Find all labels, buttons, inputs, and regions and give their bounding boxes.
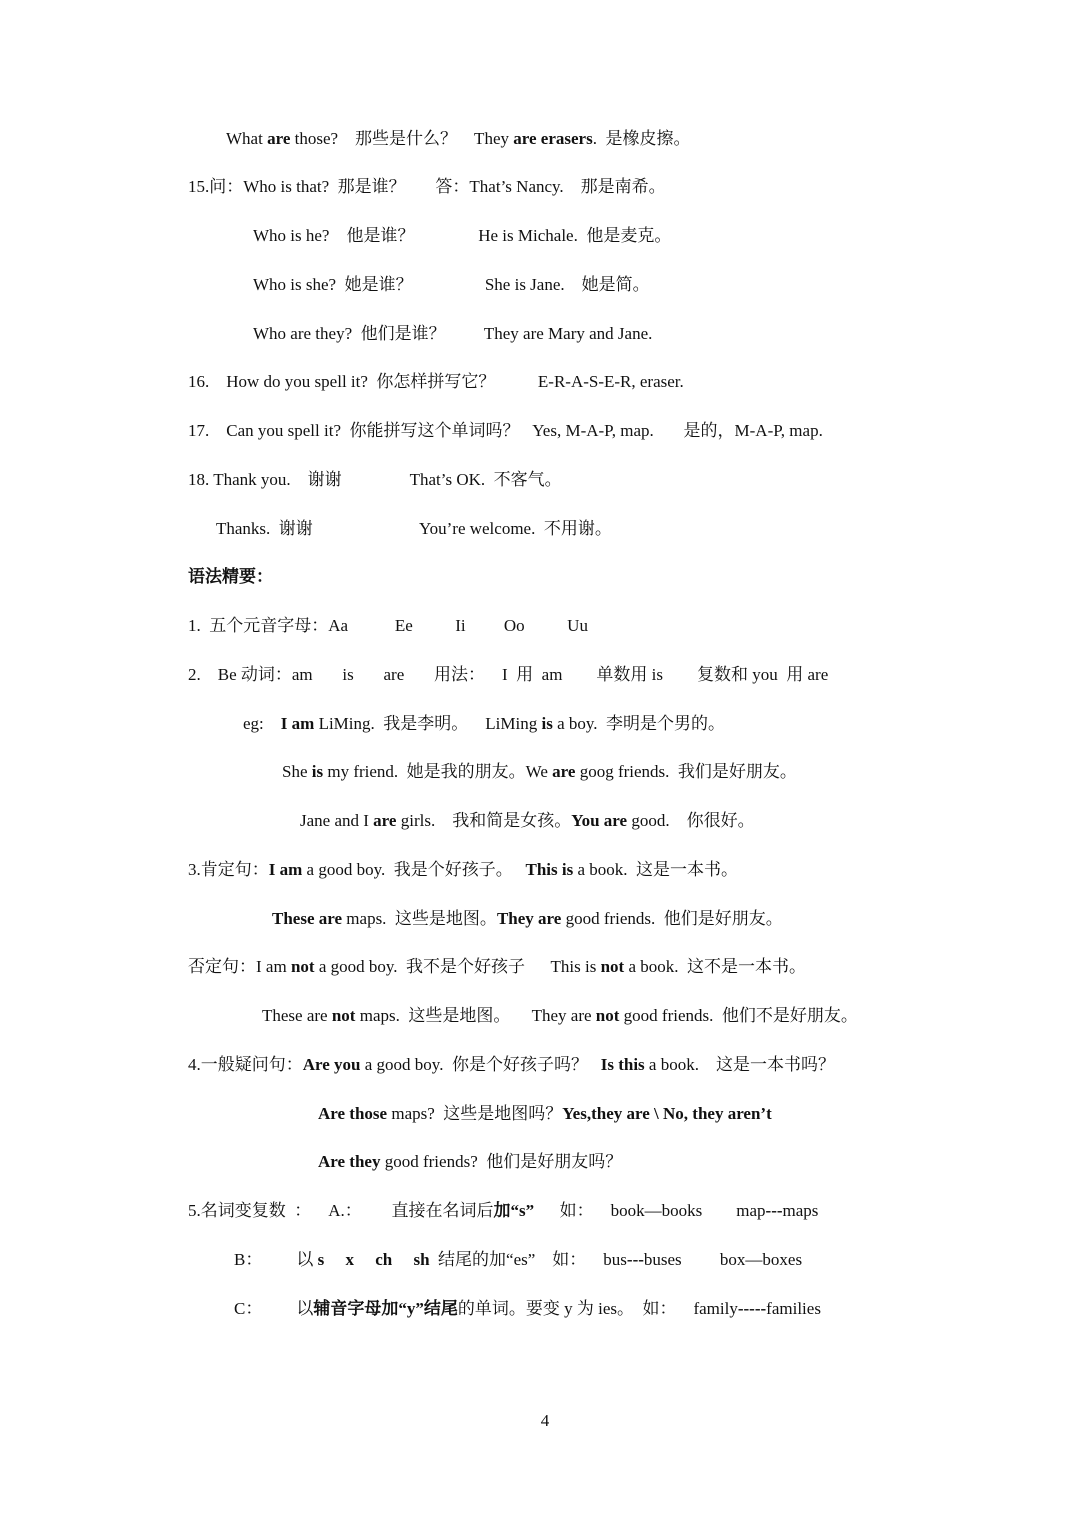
text-run: those? 那些是什么？ They <box>290 129 514 148</box>
bold-text-run: not <box>600 957 625 976</box>
line-5-plural-c <box>234 1298 821 1320</box>
line-1-vowels <box>188 615 588 637</box>
text-run: 1. 五个元音字母：Aa Ee Ii Oo Uu <box>188 616 588 635</box>
line-4-question <box>188 1054 835 1076</box>
text-run: What <box>226 129 268 148</box>
bold-text-run: are <box>513 129 537 148</box>
text-run: B： 以 <box>234 1250 318 1269</box>
text-run: my friend. 她是我的朋友。We <box>323 762 553 781</box>
text-run: 17. Can you spell it? 你能拼写这个单词吗？ Yes, M-A-P, map. 是的，M-A-P, map. <box>188 421 823 440</box>
text-run: a good boy. 我不是个好孩子 This is <box>314 957 601 976</box>
bold-text-run: Is this <box>600 1055 645 1074</box>
line-those-erasers <box>226 128 690 150</box>
grammar-heading <box>188 566 273 588</box>
text-run: buses box—boxes <box>643 1250 803 1269</box>
line-who-are-they <box>253 323 652 345</box>
text-run: good friends? 他们是好朋友吗？ <box>380 1152 623 1171</box>
text-run: maps. 这些是地图。 They are <box>355 1006 596 1025</box>
line-who-is-she <box>253 274 650 296</box>
bold-text-run: is <box>311 762 324 781</box>
text-run: 2. Be 动词：am is are 用法： I 用 am 单数用 is 复数和 you 用 are <box>188 665 829 684</box>
text-run: Who is he? 他是谁？ He is Michale. 他是麦克。 <box>253 226 672 245</box>
text-run: a good boy. 我是个好孩子。 <box>302 860 526 879</box>
text-run: C： 以 <box>234 1299 314 1318</box>
page-number: 4 <box>540 1411 550 1430</box>
bold-text-run: are <box>267 129 291 148</box>
text-run: Who is she? 她是谁？ She is Jane. 她是简。 <box>253 275 650 294</box>
text-run: 结尾的加“es” 如： bus <box>429 1250 627 1269</box>
text-run: She <box>282 762 312 781</box>
text-run: maps? 这些是地图吗？ <box>387 1104 563 1123</box>
text-run: 5.名词变复数 ： A.： 直接在名词后 <box>188 1201 494 1220</box>
text-run: good friends. 他们不是好朋友。 <box>619 1006 858 1025</box>
line-jane-and-i <box>300 810 755 832</box>
bold-text-run: not <box>290 957 315 976</box>
text-run: These are <box>262 1006 332 1025</box>
text-run: good friends. 他们是好朋友。 <box>561 909 783 928</box>
text-run: a good boy. 你是个好孩子吗？ <box>360 1055 601 1074</box>
bold-text-run: 语法精要： <box>188 567 273 586</box>
bold-text-run: 加“s” <box>493 1201 535 1220</box>
line-2-be-verbs <box>188 664 828 686</box>
text-run: 3.肯定句： <box>188 860 269 879</box>
text-run: 16. How do you spell it? 你怎样拼写它？ E-R-A-S-E-R, eraser. <box>188 372 684 391</box>
bold-text-run: This is <box>525 860 574 879</box>
line-thanks <box>216 518 612 540</box>
text-run: a book. 这是一本书。 <box>573 860 739 879</box>
bold-text-run: are <box>552 762 576 781</box>
line-3-affirmative <box>188 859 738 881</box>
line-she-is-friend <box>282 761 797 783</box>
line-5-plural-a <box>188 1200 818 1222</box>
bold-text-run: is <box>541 714 553 733</box>
text-run: 15.问：Who is that? 那是谁？ 答：That’s Nancy. 那是南希。 <box>188 177 666 196</box>
text-run: . 是橡皮擦。 <box>592 129 691 148</box>
text-run: families <box>766 1299 821 1318</box>
line-18-thank-you <box>188 469 562 491</box>
bold-text-run: not <box>595 1006 620 1025</box>
line-eg-liming <box>243 713 725 735</box>
bold-text-run: They are <box>496 909 562 928</box>
bold-text-run: Yes,they are \ No, they aren’t <box>562 1104 772 1123</box>
line-16-spell <box>188 371 684 393</box>
text-run: LiMing. 我是李明。 LiMing <box>314 714 542 733</box>
bold-text-run: --- <box>626 1250 644 1269</box>
bold-text-run: Are you <box>302 1055 361 1074</box>
text-run: a book. 这不是一本书。 <box>624 957 806 976</box>
bold-text-run: Are they <box>318 1152 381 1171</box>
text-run: a boy. 李明是个男的。 <box>552 714 726 733</box>
bold-text-run: erasers <box>540 129 593 148</box>
text-run: Thanks. 谢谢 You’re welcome. 不用谢。 <box>216 519 612 538</box>
text-run: girls. 我和简是女孩。 <box>396 811 572 830</box>
text-run: eg: <box>243 714 281 733</box>
bold-text-run: I am <box>268 860 303 879</box>
text-run: Who are they? 他们是谁？ They are Mary and Jane. <box>253 324 653 343</box>
text-run: 18. Thank you. 谢谢 That’s OK. 不客气。 <box>188 470 562 489</box>
bold-text-run: 辅音字母加“y”结尾 <box>313 1299 458 1318</box>
text-run: 否定句：I am <box>188 957 291 976</box>
line-are-they-friends <box>318 1151 622 1173</box>
bold-text-run: not <box>331 1006 356 1025</box>
line-17-can-spell <box>188 420 823 442</box>
bold-text-run: --- <box>765 1201 783 1220</box>
text-run: 如： book—books map <box>534 1201 766 1220</box>
text-run: a book. 这是一本书吗？ <box>644 1055 835 1074</box>
line-negative-2 <box>262 1005 858 1027</box>
bold-text-run: ----- <box>737 1299 767 1318</box>
line-15-who-is-that <box>188 176 666 198</box>
bold-text-run: These are <box>272 909 343 928</box>
bold-text-run: You are <box>571 811 628 830</box>
text-run: goog friends. 我们是好朋友。 <box>575 762 797 781</box>
text-run: 4.一般疑问句： <box>188 1055 303 1074</box>
bold-text-run: are <box>373 811 397 830</box>
line-these-are-maps <box>272 908 783 930</box>
text-run: Jane and I <box>300 811 374 830</box>
line-negative <box>188 956 806 978</box>
text-run: maps <box>782 1201 819 1220</box>
text-run: good. 你很好。 <box>627 811 755 830</box>
bold-text-run: Are those <box>318 1104 388 1123</box>
text-run: 的单词。要变 y 为 ies。 如： family <box>457 1299 738 1318</box>
line-who-is-he <box>253 225 671 247</box>
line-are-those-maps <box>318 1103 772 1125</box>
bold-text-run: I am <box>280 714 315 733</box>
line-5-plural-b <box>234 1249 802 1271</box>
text-run: maps. 这些是地图。 <box>342 909 497 928</box>
bold-text-run: s x ch sh <box>317 1250 430 1269</box>
